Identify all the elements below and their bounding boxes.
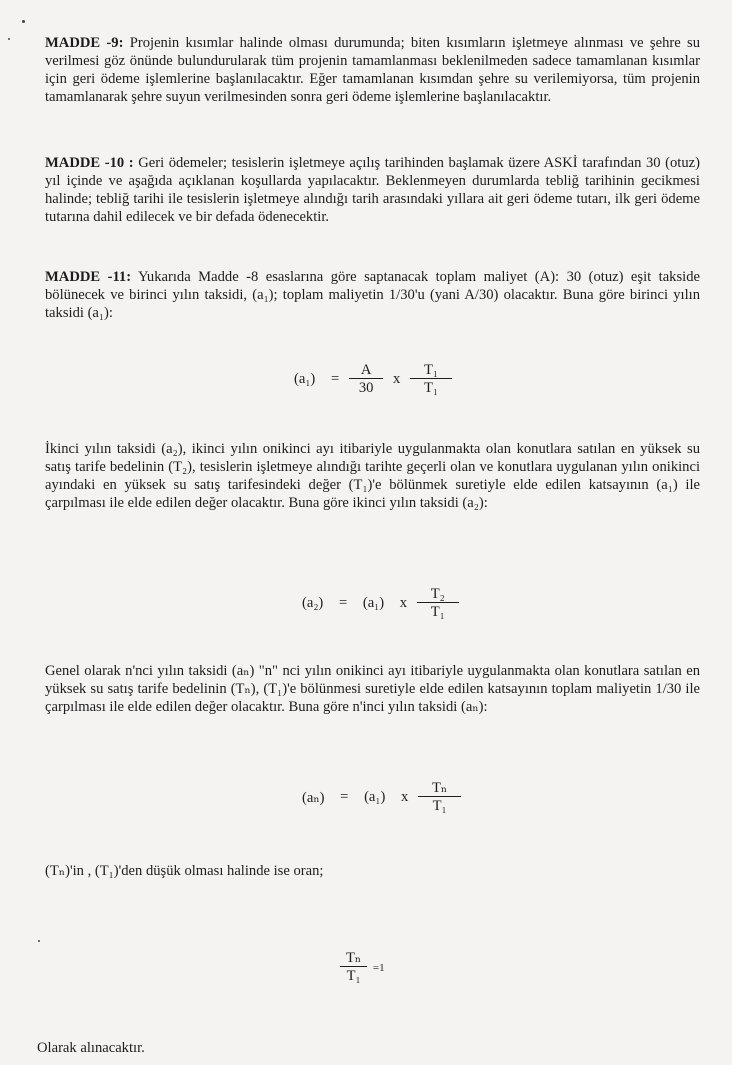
fraction-tn-over-t1 <box>340 950 367 985</box>
article-9-text: Projenin kısımlar halinde olması durumunda; biten kısımların işletmeye alınması ve şehre su verilmesi göz önünde bulundurularak tüm projenin tamamlanması beklenilmeden sadece tamamlanan kısımlar için geri ödeme işlemlerine başlanılacaktır. Eğer tamamlanan kısımdan şehre su verilemiyorsa, tüm projenin tamamlanarak şehre suyun verilmesinden sonra geri ödeme işlemlerine başlanılacaktır. <box>45 35 700 105</box>
article-11-text: Yukarıda Madde -8 esaslarına göre saptanacak toplam maliyet (A): 30 (otuz) eşit takside bölünecek ve birinci yılın taksidi, (a₁); toplam maliyetin 1/30'u (yani A/30) olacaktır. Buna göre birinci yılın taksidi (a₁): <box>45 269 700 321</box>
article-9-heading: MADDE -9: <box>45 35 124 51</box>
scan-speck <box>8 38 10 40</box>
formula-times: x <box>401 789 409 805</box>
paragraph-general <box>45 662 700 716</box>
scan-speck <box>22 20 25 23</box>
scan-speck <box>38 940 40 942</box>
fraction-t2-over-t1 <box>417 586 459 621</box>
formula-factor: (a₁) <box>364 789 386 805</box>
fraction-denominator: T₁ <box>346 968 361 984</box>
article-10-text: Geri ödemeler; tesislerin işletmeye açılış tarihinden başlamak üzere ASKİ tarafından 30 (otuz) yıl içinde ve aşağıda açıklanan koşullarda yapılacaktır. Beklenmeyen durumlarda tebliğ tarihinin gecikmesi halinde; tebliğ tarihi ile tesislerin işletmeye alındığı tarih arasındaki yıllara ait geri ödeme tutarı, ilk geri ödeme tutarına dahil edilecek ve bir defada ödenecektir. <box>45 155 700 225</box>
formula-first-installment <box>288 362 452 397</box>
fraction-denominator: T₁ <box>430 604 445 620</box>
formula-lhs: (a₁) <box>294 371 316 387</box>
fraction-tn-over-t1 <box>418 780 461 815</box>
fraction-numerator: T₂ <box>417 586 459 603</box>
paragraph-general-text: Genel olarak n'nci yılın taksidi (aₙ) "n" nci yılın onikinci ayı itibariyle uygulanmakta olan konutlara satılan en yüksek su satış tarife bedelinin (Tₙ), (T₁)'e bölünmesi suretiyle elde edilen katsayının toplam maliyetin 1/30 ile çarpılması ile elde edilen değer olacaktır. Buna göre n'inci yılın taksidi (aₙ): <box>45 663 700 715</box>
formula-lhs: (a₂) <box>302 595 324 611</box>
formula-equals-one: =1 <box>372 961 385 974</box>
fraction-t1-over-t1 <box>410 362 452 397</box>
article-11 <box>45 268 700 322</box>
fraction-denominator: 30 <box>358 380 374 396</box>
fraction-numerator: A <box>349 362 384 379</box>
formula-second-installment <box>296 586 459 621</box>
article-9 <box>45 34 700 106</box>
formula-times: x <box>399 595 408 611</box>
formula-equals: = <box>340 789 349 805</box>
paragraph-lower-rate-text: (Tₙ)'in , (T₁)'den düşük olması halinde ise oran; <box>45 863 324 879</box>
fraction-numerator: T₁ <box>410 362 452 379</box>
fraction-numerator: Tₙ <box>418 780 461 797</box>
fraction-numerator: Tₙ <box>340 950 367 967</box>
article-11-heading: MADDE -11: <box>45 269 132 285</box>
formula-factor: (a₁) <box>362 595 385 611</box>
paragraph-second-year-text: İkinci yılın taksidi (a₂), ikinci yılın onikinci ayı itibariyle uygulanmakta olan konutlara satılan en yüksek su satış tarife bedelinin (T₂), tesislerin işletmeye alındığı tarihte geçerli olan ve konutlara uygulanan yılın onikinci ayındaki en yüksek su satış tarifesindeki değer (T₁)'e bölünmek suretiyle elde edilen katsayının (a₁) ile çarpılması ile elde edilen değer olacaktır. Buna göre ikinci yılın taksidi (a₂): <box>45 441 700 511</box>
fraction-a-over-30 <box>349 362 384 397</box>
closing-line: Olarak alınacaktır. <box>37 1040 145 1056</box>
article-10 <box>45 154 700 226</box>
article-10-heading: MADDE -10 : <box>45 155 134 171</box>
fraction-denominator: T₁ <box>432 798 447 814</box>
formula-nth-installment <box>296 780 461 815</box>
paragraph-lower-rate <box>45 862 700 880</box>
formula-times: x <box>393 371 401 387</box>
formula-equals: = <box>330 371 340 387</box>
fraction-denominator: T₁ <box>424 380 439 396</box>
formula-lhs: (aₙ) <box>302 789 325 806</box>
paragraph-second-year <box>45 440 700 512</box>
formula-equals: = <box>338 595 348 611</box>
formula-ratio-one <box>340 950 391 985</box>
